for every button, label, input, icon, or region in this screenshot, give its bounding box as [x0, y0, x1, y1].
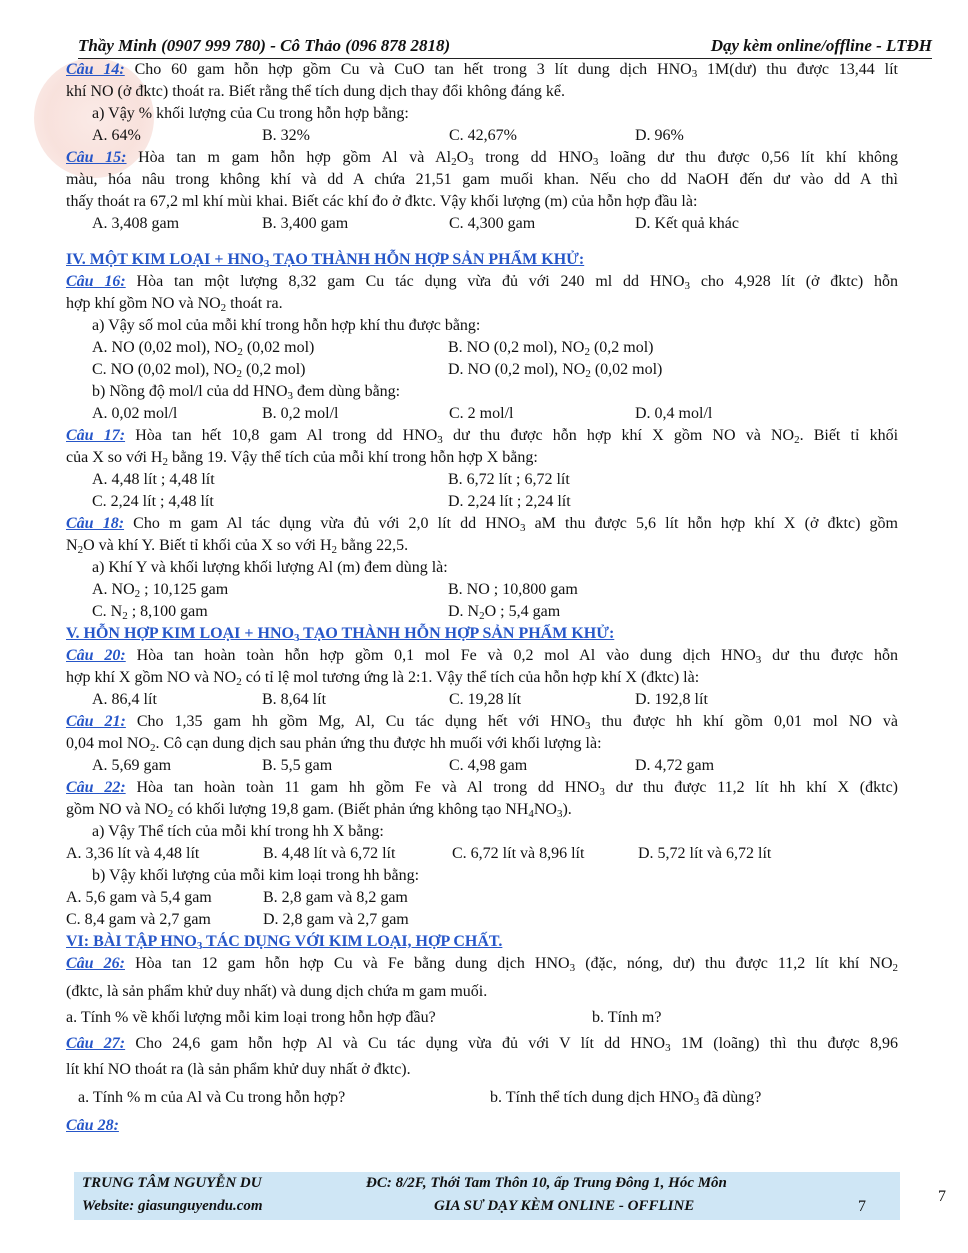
page-footer: [74, 1172, 900, 1220]
answer-options: A. 64% B. 32% C. 42,67% D. 96%: [92, 127, 684, 144]
text-line: (đktc, là sản phẩm khử duy nhất) và dung dịch chứa m gam muối.: [66, 983, 488, 1000]
question-label: Câu 17:: [66, 427, 126, 444]
question-label: Câu 18:: [66, 515, 125, 532]
document-body: [66, 59, 898, 1139]
text-line: a. Tính % m của Al và Cu trong hỗn hợp? b. Tính thể tích dung dịch $HNO_3$ đã dùng?: [78, 1089, 762, 1108]
text-line: Câu 21: Cho 1,35 gam hh gồm Mg, Al, Cu tác dụng hết với $HNO_3$ thu được hh khí gồm 0,01 mol NO và: [66, 713, 899, 732]
question-label: Câu 16:: [66, 273, 126, 290]
header-service: Dạy kèm online/offline - LTĐH: [710, 36, 932, 55]
answer-options: A. 3,36 lít và 4,48 lít B. 4,48 lít và 6,72 lít C. 6,72 lít và 8,96 lít D. 5,72 lít và 6,72 lít: [66, 845, 772, 862]
text-line: Câu 15: Hòa tan m gam hỗn hợp gồm Al và $Al_2O_3$ trong dd $HNO_3$ loãng dư thu được 0,56 lít khí không: [66, 149, 898, 168]
text-line: gồm NO và $NO_2$ có khối lượng 19,8 gam. (Biết phản ứng không tạo $NH_4NO_3$).: [66, 801, 572, 820]
text-line: của X so với $H_2$ bằng 19. Vậy thể tích của mỗi khí trong hỗn hợp X bằng:: [66, 449, 538, 468]
answer-options: A. $NO_2$ ; 10,125 gam B. NO ; 10,800 gam: [92, 581, 578, 600]
text-line: Câu 26: Hòa tan 12 gam hỗn hợp Cu và Fe bằng dung dịch $HNO_3$ (đặc, nóng, dư) thu được 11,2 lít khí $NO_2$: [66, 955, 898, 974]
text-line: b) Vậy khối lượng của mỗi kim loại trong hh bằng:: [92, 867, 420, 884]
footer-website: Website: giasunguyendu.com: [82, 1198, 263, 1214]
question-label: Câu 27:: [66, 1035, 126, 1052]
text-line: 0,04 mol $NO_2$. Cô cạn dung dịch sau phản ứng thu được hh muối với khối lượng là:: [66, 735, 602, 754]
text-line: hợp khí gồm NO và $NO_2$ thoát ra.: [66, 295, 283, 314]
text-line: a) Vậy Thể tích của mỗi khí trong hh X bằng:: [92, 823, 384, 840]
text-line: a) Khí Y và khối lượng khối lượng Al (m) đem dùng là:: [92, 559, 448, 576]
text-line: Câu 22: Hòa tan hoàn toàn 11 gam hh gồm Fe và Al trong dd $HNO_3$ dư thu được 11,2 lít hh khí X (đktc): [66, 779, 899, 798]
answer-options: A. 5,6 gam và 5,4 gam B. 2,8 gam và 8,2 gam: [66, 889, 408, 906]
text-line: Câu 18: Cho m gam Al tác dụng vừa đủ với 2,0 lít dd $HNO_3$ aM thu được 5,6 lít hỗn hợp khí X (ở đktc) gồm: [66, 515, 898, 534]
answer-options: C. $N_2$ ; 8,100 gam D. $N_2O$ ; 5,4 gam: [92, 603, 561, 622]
text-line: khí NO (ở đktc) thoát ra. Biết rằng thể tích dung dịch thay đổi không đáng kể.: [66, 83, 566, 100]
text-line: Câu 20: Hòa tan hoàn toàn hỗn hợp gồm 0,1 mol Fe và 0,2 mol Al vào dung dịch $HNO_3$ dư thu được hỗn: [66, 647, 898, 666]
header-contact: Thầy Minh (0907 999 780) - Cô Thảo (096 878 2818): [78, 36, 451, 55]
answer-options: C. 2,24 lít ; 4,48 lít D. 2,24 lít ; 2,24 lít: [92, 493, 571, 510]
answer-options: C. NO (0,02 mol), $NO_2$ (0,2 mol) D. NO (0,2 mol), $NO_2$ (0,02 mol): [92, 361, 663, 380]
answer-options: A. 3,408 gam B. 3,400 gam C. 4,300 gam D. Kết quả khác: [92, 215, 739, 232]
footer-page-number: 7: [858, 1198, 866, 1215]
text-line: Câu 16: Hòa tan một lượng 8,32 gam Cu tác dụng vừa đủ với 240 ml dd $HNO_3$ cho 4,928 lít (ở đktc) hỗn: [66, 273, 898, 292]
answer-options: C. 8,4 gam và 2,7 gam D. 2,8 gam và 2,7 gam: [66, 911, 409, 928]
answer-options: A. 4,48 lít ; 4,48 lít B. 6,72 lít ; 6,72 lít: [92, 471, 570, 488]
text-line: b) Nồng độ mol/l của dd $HNO_3$ đem dùng bằng:: [92, 383, 401, 402]
text-line: a) Vậy % khối lượng của Cu trong hỗn hợp bằng:: [92, 105, 409, 122]
text-line: a. Tính % về khối lượng mỗi kim loại trong hỗn hợp đầu? b. Tính m?: [66, 1009, 662, 1026]
text-line: màu, hóa nâu trong không khí và dd A chứa 21,51 gam muối khan. Nếu cho dd NaOH đến dư vào dd A thì: [66, 171, 898, 188]
text-line: $N_2O$ và khí Y. Biết tỉ khối của X so với $H_2$ bằng 22,5.: [66, 537, 409, 556]
section-heading: IV. MỘT KIM LOẠI + $HNO_3$ TẠO THÀNH HỖN HỢP SẢN PHẨM KHỬ:: [66, 251, 585, 270]
question-label: Câu 28:: [66, 1117, 119, 1134]
text-line: lít khí NO thoát ra (là sản phẩm khử duy nhất ở đktc).: [66, 1061, 411, 1078]
answer-options: A. 0,02 mol/l B. 0,2 mol/l C. 2 mol/l D. 0,4 mol/l: [92, 405, 713, 422]
text-line: hợp khí X gồm NO và $NO_2$ có tỉ lệ mol tương ứng là 2:1. Vậy thể tích của hỗn hợp khí X (đktc) là:: [66, 669, 700, 688]
page-header: [78, 36, 932, 59]
question-label: Câu 14:: [66, 61, 125, 78]
answer-options: A. 86,4 lít B. 8,64 lít C. 19,28 lít D. 192,8 lít: [92, 691, 708, 708]
question-label: Câu 15:: [66, 149, 127, 166]
text-line: [66, 1113, 898, 1139]
question-label: Câu 26:: [66, 955, 125, 972]
section-heading: VI: BÀI TẬP $HNO_3$ TÁC DỤNG VỚI KIM LOẠI, HỢP CHẤT.: [66, 933, 503, 952]
question-label: Câu 20:: [66, 647, 126, 664]
footer-address: ĐC: 8/2F, Thới Tam Thôn 10, ấp Trung Đông 1, Hóc Môn: [366, 1175, 727, 1191]
text-line: Câu 27: Cho 24,6 gam hỗn hợp Al và Cu tác dụng vừa đủ với V lít dd $HNO_3$ 1M (loãng) thì thu được 8,96: [66, 1035, 899, 1054]
section-heading: V. HỖN HỢP KIM LOẠI + $HNO_3$ TẠO THÀNH HỖN HỢP SẢN PHẨM KHỬ:: [66, 625, 615, 644]
question-label: Câu 22:: [66, 779, 126, 796]
text-line: a) Vậy số mol của mỗi khí trong hỗn hợp khí thu được bằng:: [92, 317, 481, 334]
footer-center-name: TRUNG TÂM NGUYỄN DU: [82, 1175, 262, 1191]
question-label: Câu 21:: [66, 713, 126, 730]
page-number: 7: [938, 1188, 946, 1205]
footer-tagline: GIA SƯ DẠY KÈM ONLINE - OFFLINE: [434, 1198, 695, 1214]
text-line: thấy thoát ra 67,2 ml khí mùi khai. Biết các khí đo ở đktc. Vậy khối lượng (m) của hỗn hợp đầu là:: [66, 193, 698, 210]
answer-options: A. NO (0,02 mol), $NO_2$ (0,02 mol) B. NO (0,2 mol), $NO_2$ (0,2 mol): [92, 339, 654, 358]
answer-options: A. 5,69 gam B. 5,5 gam C. 4,98 gam D. 4,72 gam: [92, 757, 715, 774]
text-line: Câu 14: Cho 60 gam hỗn hợp gồm Cu và CuO tan hết trong 3 lít dung dịch $HNO_3$ 1M(dư) thu được 13,44 lít: [66, 61, 898, 80]
text-line: Câu 17: Hòa tan hết 10,8 gam Al trong dd $HNO_3$ dư thu được hỗn hợp khí X gồm NO và $NO_2$. Biết tỉ khối: [66, 427, 899, 446]
